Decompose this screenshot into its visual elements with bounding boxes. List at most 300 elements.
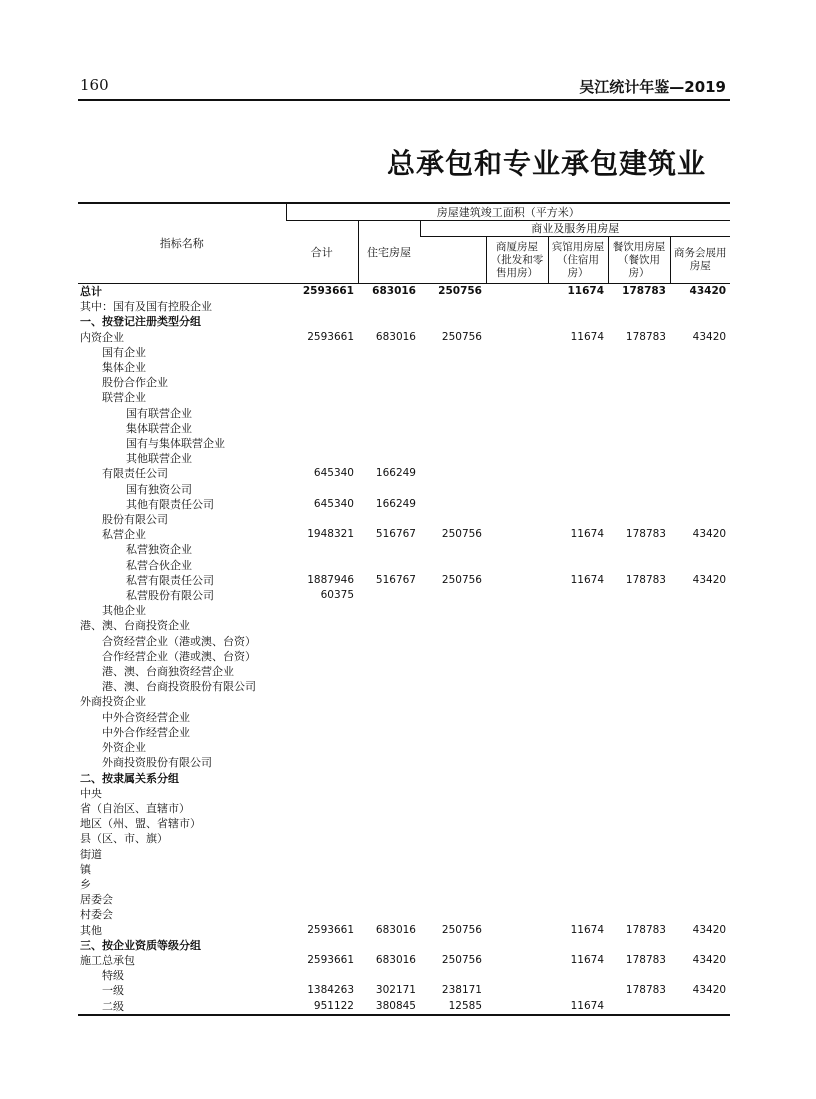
row-label: 集体企业 [102,361,146,375]
table-cell: 250756 [438,285,482,297]
table-cell [608,907,670,922]
row-label: 股份有限公司 [102,513,168,527]
table-cell [548,847,608,862]
table-cell [486,786,548,801]
table-cell [486,877,548,892]
row-label: 港、澳、台商独资经营企业 [102,665,234,679]
table-cell [420,938,486,953]
row-label: 国有联营企业 [126,406,192,420]
table-row [78,740,730,755]
column-header: 住宅房屋 [358,221,420,284]
row-label: 有限责任公司 [102,467,168,481]
table-cell [548,466,608,481]
table-cell [670,968,730,983]
table-cell [358,649,420,664]
column-header: 宾馆用房屋（住宿用房） [548,237,608,284]
table-cell [486,527,548,542]
table-cell: 178783 [625,573,666,586]
table-cell [358,831,420,846]
table-cell [608,816,670,831]
table-cell [608,786,670,801]
table-cell [608,710,670,725]
table-cell [286,542,358,557]
table-cell [420,436,486,451]
table-cell [608,649,670,664]
table-cell [670,436,730,451]
table-cell [420,390,486,405]
table-cell [608,755,670,770]
row-label: 港、澳、台商投资股份有限公司 [102,680,256,694]
table-cell [358,436,420,451]
row-label: 三、按企业资质等级分组 [80,938,201,952]
table-cell [286,436,358,451]
column-header [420,237,486,284]
table-cell [608,512,670,527]
table-cell [670,314,730,329]
table-cell [420,831,486,846]
table-cell [420,725,486,740]
sub-group-header: 商业及服务用房屋 [420,221,730,237]
table-cell [358,786,420,801]
row-label: 二、按隶属关系分组 [80,771,179,785]
table-cell [486,725,548,740]
table-cell [548,740,608,755]
table-row [78,436,730,451]
table-cell [670,816,730,831]
table-cell: 11674 [570,573,604,586]
table-row [78,725,730,740]
table-cell [670,375,730,390]
table-cell [358,512,420,527]
table-cell [670,588,730,603]
column-header: 商厦房屋（批发和零售用房） [486,237,548,284]
table-cell [670,679,730,694]
table-cell [486,451,548,466]
table-cell [420,740,486,755]
table-cell [608,421,670,436]
table-cell [420,664,486,679]
table-cell [358,847,420,862]
table-cell [670,664,730,679]
table-cell [486,375,548,390]
table-cell [608,664,670,679]
table-cell [486,542,548,557]
table-row [78,390,730,405]
row-label: 镇 [80,862,91,876]
table-row [78,649,730,664]
table-cell [548,588,608,603]
table-row [78,421,730,436]
running-title: 吴江统计年鉴—2019 [579,78,726,96]
page-number: 160 [80,76,109,94]
table-cell: 178783 [625,528,666,541]
table-cell: 645340 [313,467,354,480]
table-cell [670,786,730,801]
table-cell [486,345,548,360]
table-row [78,831,730,846]
table-cell [548,375,608,390]
table-cell: 250756 [441,330,482,343]
table-cell: 2593661 [302,285,354,297]
table-cell [608,406,670,421]
table-cell [286,968,358,983]
table-cell [670,847,730,862]
table-cell [286,603,358,618]
table-cell [548,497,608,512]
table-cell [608,558,670,573]
row-label: 县（区、市、旗） [80,832,168,846]
table-cell [670,512,730,527]
table-cell [358,816,420,831]
table-cell [548,755,608,770]
table-cell [286,725,358,740]
table-cell: 43420 [692,573,727,586]
table-cell [548,603,608,618]
table-cell [358,771,420,786]
table-cell [420,771,486,786]
table-cell [548,299,608,314]
table-cell: 238171 [441,984,482,997]
row-label: 合资经营企业（港或澳、台资） [102,634,256,648]
table-cell [358,968,420,983]
table-cell [358,938,420,953]
table-cell [358,406,420,421]
row-label: 乡 [80,877,91,891]
row-label: 内资企业 [80,330,124,344]
table-cell [670,542,730,557]
row-label: 省（自治区、直辖市） [80,801,190,815]
table-cell [286,664,358,679]
table-cell [548,664,608,679]
table-cell: 250756 [441,953,482,966]
table-cell [670,907,730,922]
table-cell: 43420 [692,330,727,343]
table-cell [286,755,358,770]
row-label: 特级 [102,969,124,983]
table-cell [548,710,608,725]
table-cell: 178783 [625,923,666,936]
table-cell [420,314,486,329]
table-cell [486,740,548,755]
table-cell [548,314,608,329]
table-cell [548,892,608,907]
table-cell: 2593661 [307,953,354,966]
table-cell [486,892,548,907]
table-cell [486,603,548,618]
table-cell [358,664,420,679]
row-label: 其他有限责任公司 [126,497,214,511]
table-cell [486,862,548,877]
table-cell [286,406,358,421]
table-cell: 178783 [625,330,666,343]
table-cell [486,436,548,451]
table-cell [670,862,730,877]
table-cell: 302171 [375,984,416,997]
table-row [78,923,730,938]
table-cell: 166249 [375,497,416,510]
table-cell [486,771,548,786]
table-cell [420,786,486,801]
table-row [78,618,730,633]
table-cell [548,558,608,573]
statistics-table [78,202,730,1016]
table-cell [286,360,358,375]
table-cell: 1948321 [307,528,354,541]
table-cell [486,482,548,497]
table-cell [548,862,608,877]
table-cell [486,816,548,831]
table-row [78,786,730,801]
table-cell [420,801,486,816]
table-cell [420,558,486,573]
table-cell [486,512,548,527]
row-label: 外商投资股份有限公司 [102,756,212,770]
table-cell [286,694,358,709]
table-cell [420,299,486,314]
table-cell [358,892,420,907]
table-cell [486,999,548,1015]
table-cell [486,406,548,421]
table-cell [358,345,420,360]
table-row [78,588,730,603]
table-cell [486,953,548,968]
table-row [78,345,730,360]
table-row [78,527,730,542]
table-cell [670,558,730,573]
table-cell: 645340 [313,497,354,510]
table-cell [608,497,670,512]
table-cell [486,360,548,375]
table-cell [358,558,420,573]
table-cell [548,482,608,497]
table-cell: 178783 [622,285,666,297]
table-cell [486,983,548,998]
table-cell [286,299,358,314]
table-row [78,542,730,557]
table-cell: 43420 [692,528,727,541]
table-cell [548,816,608,831]
row-label: 私营有限责任公司 [126,573,214,587]
table-row [78,771,730,786]
table-row [78,466,730,481]
table-cell [548,345,608,360]
table-cell [548,360,608,375]
table-cell [486,907,548,922]
table-row [78,360,730,375]
row-label: 股份合作企业 [102,376,168,390]
table-cell [608,634,670,649]
table-cell [608,725,670,740]
table-cell: 43420 [689,285,727,297]
table-cell [548,451,608,466]
table-cell [608,314,670,329]
row-label: 联营企业 [102,391,146,405]
table-cell [608,618,670,633]
row-label: 中外合作经营企业 [102,725,190,739]
table-cell [608,390,670,405]
table-row [78,877,730,892]
table-cell [548,771,608,786]
table-cell [608,588,670,603]
table-row [78,375,730,390]
table-cell [286,907,358,922]
table-cell [286,831,358,846]
table-row [78,603,730,618]
table-row [78,710,730,725]
table-cell [670,390,730,405]
table-cell [670,999,730,1015]
table-cell [670,831,730,846]
table-cell [286,314,358,329]
table-cell: 2593661 [307,923,354,936]
table-cell: 43420 [692,923,727,936]
table-cell [420,588,486,603]
table-cell [548,983,608,998]
table-cell [548,786,608,801]
table-row [78,983,730,998]
table-cell [548,679,608,694]
table-cell [358,451,420,466]
table-cell [286,649,358,664]
table-cell [420,877,486,892]
table-cell [670,482,730,497]
row-label: 外商投资企业 [80,695,146,709]
table-cell [286,877,358,892]
row-label: 村委会 [80,908,113,922]
table-cell [548,390,608,405]
table-cell [358,360,420,375]
table-cell [608,968,670,983]
table-cell [548,877,608,892]
table-cell: 683016 [375,953,416,966]
table-row [78,512,730,527]
table-cell [486,679,548,694]
table-cell [420,512,486,527]
table-cell [486,421,548,436]
table-cell [548,634,608,649]
table-cell [420,451,486,466]
table-cell [486,847,548,862]
row-label: 中央 [80,786,102,800]
table-cell [608,999,670,1015]
table-cell [486,390,548,405]
table-cell [608,877,670,892]
table-cell: 178783 [625,984,666,997]
table-cell [420,634,486,649]
table-cell: 951122 [286,999,358,1015]
table-cell [608,740,670,755]
table-row [78,406,730,421]
table-cell: 683016 [375,330,416,343]
table-cell [670,710,730,725]
table-cell: 11674 [570,923,604,936]
table-cell [486,664,548,679]
table-cell: 250756 [441,923,482,936]
table-row [78,482,730,497]
table-row [78,573,730,588]
table-cell [608,345,670,360]
table-cell [358,710,420,725]
table-cell [420,694,486,709]
table-cell: 1887946 [307,573,354,586]
table-cell: 516767 [375,528,416,541]
table-cell [608,694,670,709]
table-cell [670,603,730,618]
table-cell [358,482,420,497]
table-cell [286,451,358,466]
table-cell: 1384263 [307,984,354,997]
table-cell [548,694,608,709]
table-cell [286,786,358,801]
table-cell [608,482,670,497]
table-cell [358,603,420,618]
table-cell [486,710,548,725]
table-cell [548,725,608,740]
table-cell [670,771,730,786]
table-cell [486,649,548,664]
table-cell [548,512,608,527]
table-row [78,953,730,968]
table-cell [670,694,730,709]
table-row [78,284,730,300]
stub-header: 指标名称 [78,203,286,284]
row-label: 港、澳、台商投资企业 [80,619,190,633]
table-cell [670,725,730,740]
table-cell [420,421,486,436]
table-cell: 250756 [441,528,482,541]
table-cell [608,801,670,816]
table-cell [548,831,608,846]
table-cell [608,436,670,451]
table-cell [358,634,420,649]
table-cell [486,466,548,481]
table-cell: 250756 [441,573,482,586]
table-cell [358,421,420,436]
table-cell [486,755,548,770]
table-cell [548,968,608,983]
table-cell [286,679,358,694]
table-cell [420,968,486,983]
table-cell: 516767 [375,573,416,586]
table-cell [420,862,486,877]
table-cell [358,299,420,314]
table-row [78,679,730,694]
table-cell [608,466,670,481]
table-cell [420,649,486,664]
table-cell [486,694,548,709]
row-label: 国有与集体联营企业 [126,437,225,451]
table-cell: 11674 [570,953,604,966]
table-cell [670,938,730,953]
table-cell [670,618,730,633]
table-cell [358,679,420,694]
table-cell [486,588,548,603]
table-cell [670,345,730,360]
table-cell [420,618,486,633]
table-body [78,284,730,1015]
table-row [78,497,730,512]
table-cell [286,862,358,877]
table-cell: 11674 [570,528,604,541]
table-cell [286,375,358,390]
table-row [78,892,730,907]
table-cell [486,573,548,588]
table-cell [358,618,420,633]
table-cell [486,634,548,649]
table-row [78,938,730,953]
row-label: 国有企业 [102,345,146,359]
row-label: 地区（州、盟、省辖市） [80,817,201,831]
